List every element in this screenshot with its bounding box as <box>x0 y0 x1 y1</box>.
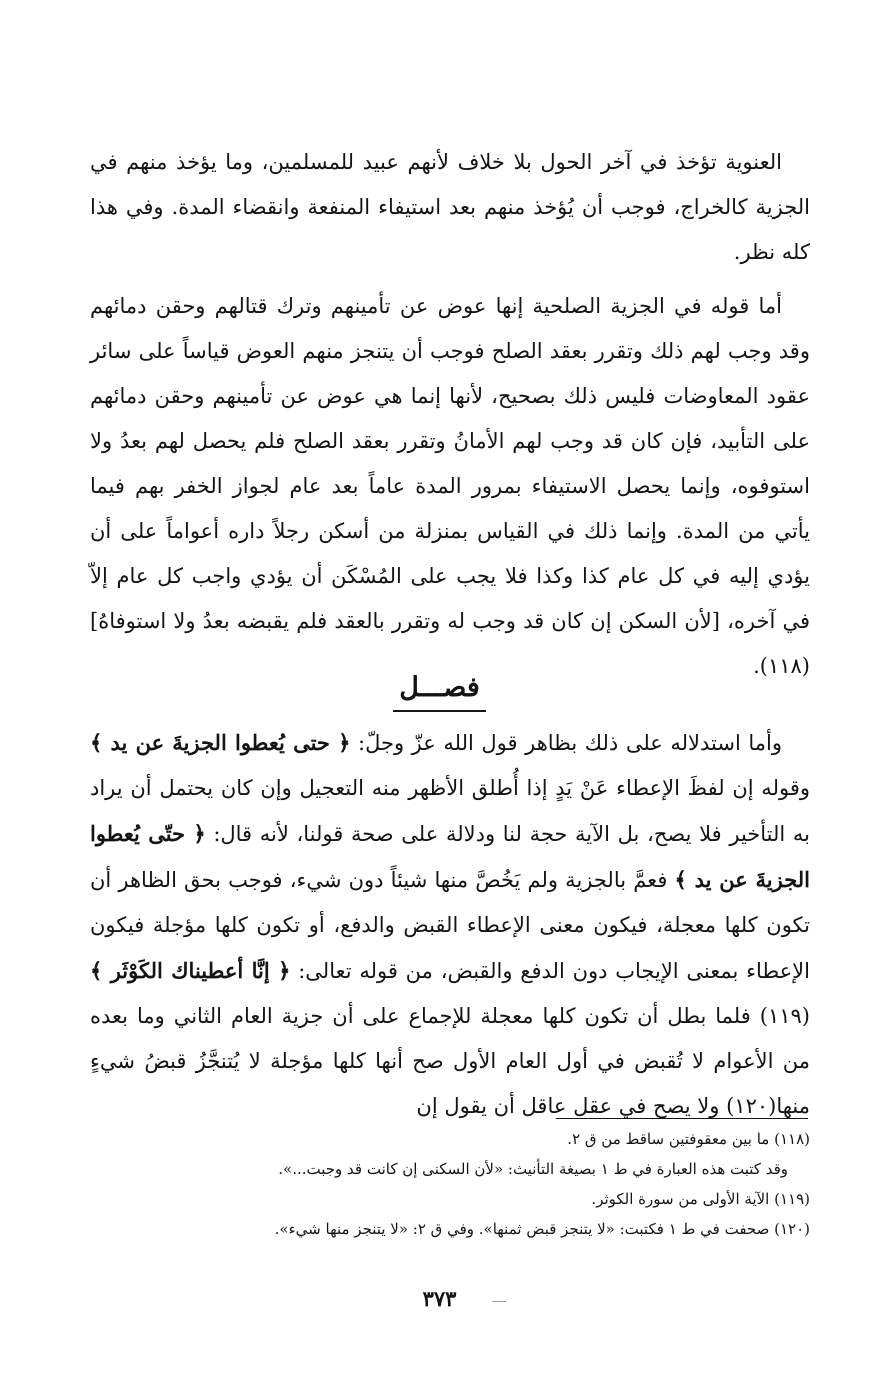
quran-quote-2: ﴿ حتّى يُعطوا الجزيةَ عن يد ﴾ <box>90 821 810 892</box>
footnote-118: (١١٨) ما بين معقوفتين ساقط من ق ٢. <box>567 1130 810 1148</box>
paragraph-3-intro: وأما استدلاله على ذلك بظاهر قول الله عزّ وجلّ: <box>350 731 783 755</box>
footnote-119: (١١٩) الآية الأولى من سورة الكوثر. <box>591 1190 810 1208</box>
section-heading <box>0 668 879 712</box>
page-number: ٣٧٣ <box>422 1286 457 1311</box>
paragraph-3 <box>90 720 810 1129</box>
footnotes <box>90 1124 810 1244</box>
print-mark <box>492 1301 506 1302</box>
footnote-118-continued: وقد كتبت هذه العبارة في ط ١ بصيغة التأنيث: «لأن السكنى إن كانت قد وجبت...». <box>278 1160 788 1178</box>
section-heading-text: فصـــل <box>393 668 486 712</box>
footnote-120: (١٢٠) صحفت في ط ١ فكتبت: «لا يتنجز قبض ثمنها». وفي ق ٢: «لا يتنجز منها شيء». <box>274 1220 810 1238</box>
paragraph-3-part-c: (١١٩) فلما بطل أن تكون كلها معجلة للإجماع على أن جزية العام الثاني وما بعده من الأعوام لا تُقبض في أول العام الأول صح أنها كلها مؤجلة لا يُتنجَّزُ قبضُ شيءٍ منها(١٢٠) ولا يصح في عقل عاقل أن يقول إن <box>90 1004 810 1118</box>
paragraph-3-part-b: فعمَّ بالجزية ولم يَخُصَّ منها شيئاً دون شيء، فوجب بحق الظاهر أن تكون كلها معجلة، فيكون معنى الإعطاء القبض والدفع، أو تكون كلها مؤجلة فيكون الإعطاء بمعنى الإيجاب دون الدفع والقبض، من قوله تعالى: <box>90 868 810 983</box>
footnote-separator <box>556 1118 808 1119</box>
quran-quote-3: ﴿ إنَّا أعطيناك الكَوْثَر ﴾ <box>90 958 291 983</box>
paragraph-3-part-a: وقوله إن لفظَ الإعطاء عَنْ يَدٍ إذا أُطلق الأظهر منه التعجيل وإن كان يحتمل أن يراد به التأخير فلا يصح، بل الآية حجة لنا ودلالة على صحة قولنا، لأنه قال: <box>90 776 811 846</box>
paragraph-1: العنوية تؤخذ في آخر الحول بلا خلاف لأنهم عبيد للمسلمين، وما يؤخذ منهم في الجزية كالخراج، فوجب أن يُؤخذ منهم بعد استيفاء المنفعة وانقضاء المدة. وفي هذا كله نظر. <box>90 150 810 264</box>
paragraph-2: أما قوله في الجزية الصلحية إنها عوض عن تأمينهم وترك قتالهم وحقن دمائهم وقد وجب لهم ذلك وتقرر بعقد الصلح فوجب أن يتنجز منهم العوض قياساً على سائر عقود المعاوضات فليس ذلك بصحيح، لأنها إنما هي عوض عن تأمينهم وحقن دمائهم على التأبيد، فإن كان قد وجب لهم الأمانُ وتقرر بعقد الصلح فلم يحصل لهم بعدُ ولا استوفوه، وإنما يحصل الاستيفاء بمرور المدة عاماً بعد عام لجواز الخفر بهم فيما يأتي من المدة. وإنما ذلك في القياس بمنزلة من أسكن رجلاً داره أعواماً على أن يؤدي إليه في كل عام كذا وكذا فلا يجب على المُسْكَن أن يؤدي واجب كل عام إلاّ في آخره، [لأن السكن إن كان قد وجب له وتقرر بالعقد فلم يقبضه بعدُ ولا استوفاهُ](١١٨). <box>90 294 810 678</box>
quran-quote-1: ﴿ حتى يُعطوا الجزيةَ عن يد ﴾ <box>90 730 351 755</box>
